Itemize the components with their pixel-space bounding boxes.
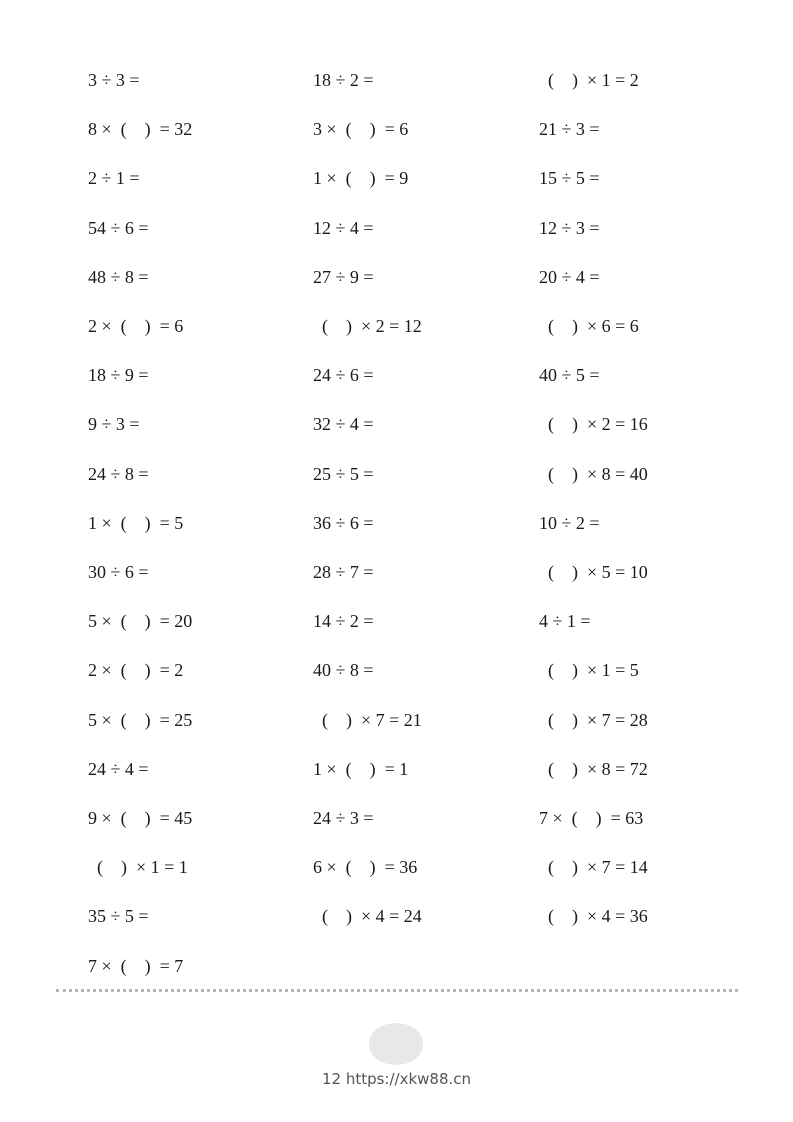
problem-item: 5 × ( ) = 20 [88, 611, 193, 631]
problem-item: 2 ÷ 1 = [88, 168, 140, 188]
problem-item: 36 ÷ 6 = [313, 513, 374, 533]
problem-item: 3 × ( ) = 6 [313, 119, 409, 139]
problem-item: 12 ÷ 3 = [539, 218, 600, 238]
problem-item: ( ) × 7 = 21 [313, 710, 422, 730]
problem-item: 24 ÷ 8 = [88, 464, 149, 484]
problem-item: 12 ÷ 4 = [313, 218, 374, 238]
problem-item: 10 ÷ 2 = [539, 513, 600, 533]
problem-item: 24 ÷ 6 = [313, 365, 374, 385]
problem-item: 5 × ( ) = 25 [88, 710, 193, 730]
problem-item: 20 ÷ 4 = [539, 267, 600, 287]
problem-item: 1 × ( ) = 9 [313, 168, 409, 188]
page-number: 12 [321, 1070, 342, 1088]
problem-item: ( ) × 5 = 10 [539, 562, 648, 582]
problem-item: ( ) × 8 = 40 [539, 464, 648, 484]
problem-item: 9 × ( ) = 45 [88, 808, 193, 828]
problem-item: 25 ÷ 5 = [313, 464, 374, 484]
problem-item: 6 × ( ) = 36 [313, 857, 418, 877]
problem-item: 1 × ( ) = 5 [88, 513, 184, 533]
problem-item: 3 ÷ 3 = [88, 70, 140, 90]
problem-item: 14 ÷ 2 = [313, 611, 374, 631]
page-oval-decoration [369, 1023, 423, 1065]
problem-item: 48 ÷ 8 = [88, 267, 149, 287]
problem-item: ( ) × 4 = 36 [539, 906, 648, 926]
problem-item: ( ) × 7 = 28 [539, 710, 648, 730]
problem-item: 2 × ( ) = 6 [88, 316, 184, 336]
dotted-divider [56, 989, 738, 992]
problem-item: 40 ÷ 5 = [539, 365, 600, 385]
problem-item: ( ) × 1 = 2 [539, 70, 639, 90]
problem-item: ( ) × 1 = 1 [88, 857, 188, 877]
problem-item: 18 ÷ 9 = [88, 365, 149, 385]
problem-item: ( ) × 2 = 12 [313, 316, 422, 336]
footer-url[interactable]: https://xkw88.cn [345, 1070, 472, 1088]
problem-item: 2 × ( ) = 2 [88, 660, 184, 680]
problem-item: 24 ÷ 4 = [88, 759, 149, 779]
problem-item: 32 ÷ 4 = [313, 414, 374, 434]
problem-item: 54 ÷ 6 = [88, 218, 149, 238]
problem-item: ( ) × 1 = 5 [539, 660, 639, 680]
problem-item: ( ) × 8 = 72 [539, 759, 648, 779]
problem-item: 8 × ( ) = 32 [88, 119, 193, 139]
problem-item: 21 ÷ 3 = [539, 119, 600, 139]
problem-item: 4 ÷ 1 = [539, 611, 591, 631]
problem-item: 24 ÷ 3 = [313, 808, 374, 828]
page-footer [0, 1070, 793, 1088]
problem-item: ( ) × 6 = 6 [539, 316, 639, 336]
problem-item: 7 × ( ) = 7 [88, 956, 184, 976]
problem-item: 7 × ( ) = 63 [539, 808, 644, 828]
problem-item: 28 ÷ 7 = [313, 562, 374, 582]
problem-item: 40 ÷ 8 = [313, 660, 374, 680]
problem-item: 18 ÷ 2 = [313, 70, 374, 90]
problem-item: 35 ÷ 5 = [88, 906, 149, 926]
problem-item: ( ) × 7 = 14 [539, 857, 648, 877]
problem-item: 27 ÷ 9 = [313, 267, 374, 287]
problem-item: 15 ÷ 5 = [539, 168, 600, 188]
problem-item: ( ) × 2 = 16 [539, 414, 648, 434]
problem-item: 1 × ( ) = 1 [313, 759, 409, 779]
problem-item: 30 ÷ 6 = [88, 562, 149, 582]
problem-item: ( ) × 4 = 24 [313, 906, 422, 926]
problem-item: 9 ÷ 3 = [88, 414, 140, 434]
